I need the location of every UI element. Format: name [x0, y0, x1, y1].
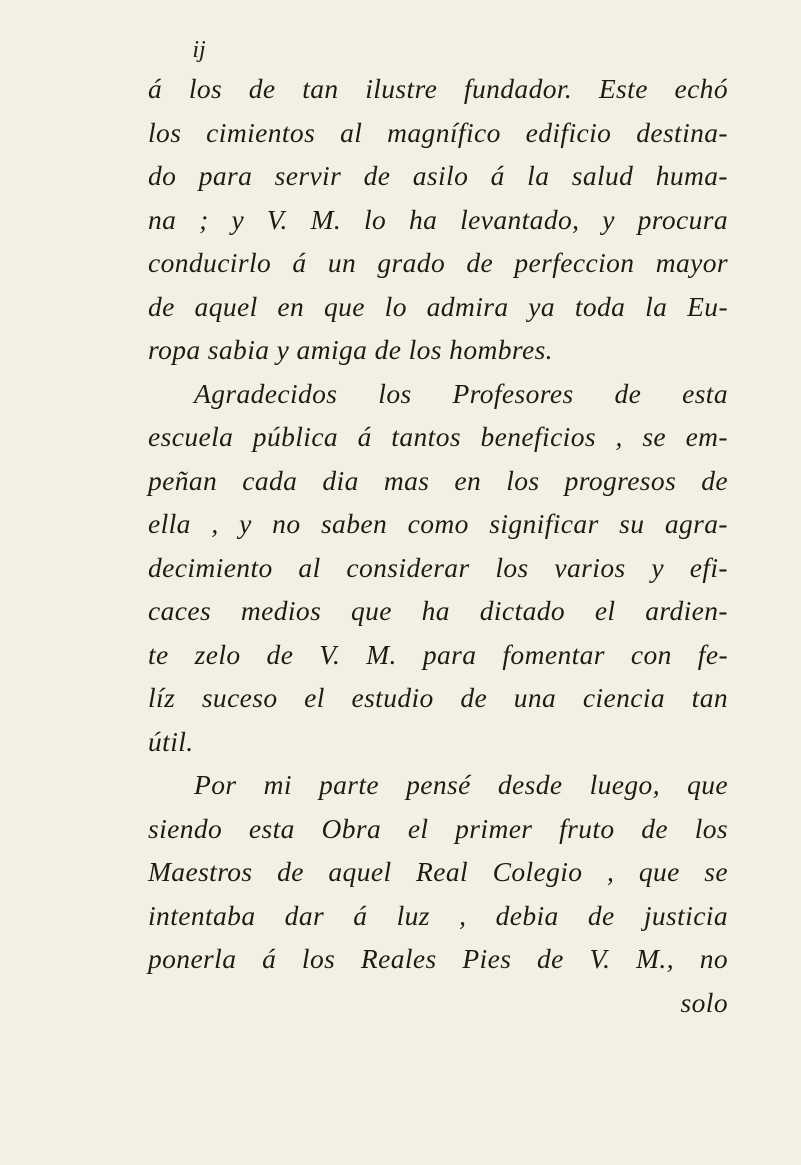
paragraph-start-line: Agradecidos los Profesores de esta — [194, 377, 728, 409]
body-text — [148, 67, 728, 1024]
signature-mark: ij — [192, 37, 206, 63]
text-line: ponerla á los Reales Pies de V. M., no — [148, 943, 728, 974]
text-line: los cimientos al magnífico edificio destina- — [148, 116, 728, 148]
text-line: ropa sabia y amiga de los hombres. — [148, 334, 553, 365]
text-line: conducirlo á un grado de perfeccion mayor — [148, 247, 728, 278]
text-line: de aquel en que lo admira ya toda la Eu- — [148, 290, 728, 322]
text-line: Maestros de aquel Real Colegio , que se — [148, 856, 728, 887]
text-line: escuela pública á tantos beneficios , se em- — [148, 421, 728, 452]
text-line: ella , y no saben como significar su agra- — [148, 508, 728, 539]
text-line: decimiento al considerar los varios y efi- — [148, 551, 728, 583]
text-line: á los de tan ilustre fundador. Este echó — [148, 73, 728, 104]
text-line: caces medios que ha dictado el ardien- — [148, 595, 728, 626]
text-line: do para servir de asilo á la salud huma- — [148, 160, 728, 191]
text-line: útil. — [148, 725, 194, 757]
text-line: líz suceso el estudio de una ciencia tan — [148, 682, 728, 713]
text-line: peñan cada dia mas en los progresos de — [148, 464, 728, 496]
text-line: siendo esta Obra el primer fruto de los — [148, 812, 728, 844]
text-line: te zelo de V. M. para fomentar con fe- — [148, 638, 728, 670]
text-line: na ; y V. M. lo ha levantado, y procura — [148, 203, 728, 235]
catchword: solo — [680, 986, 728, 1018]
paragraph-start-line: Por mi parte pensé desde luego, que — [194, 769, 728, 800]
text-line: intentaba dar á luz , debia de justicia — [148, 899, 728, 931]
